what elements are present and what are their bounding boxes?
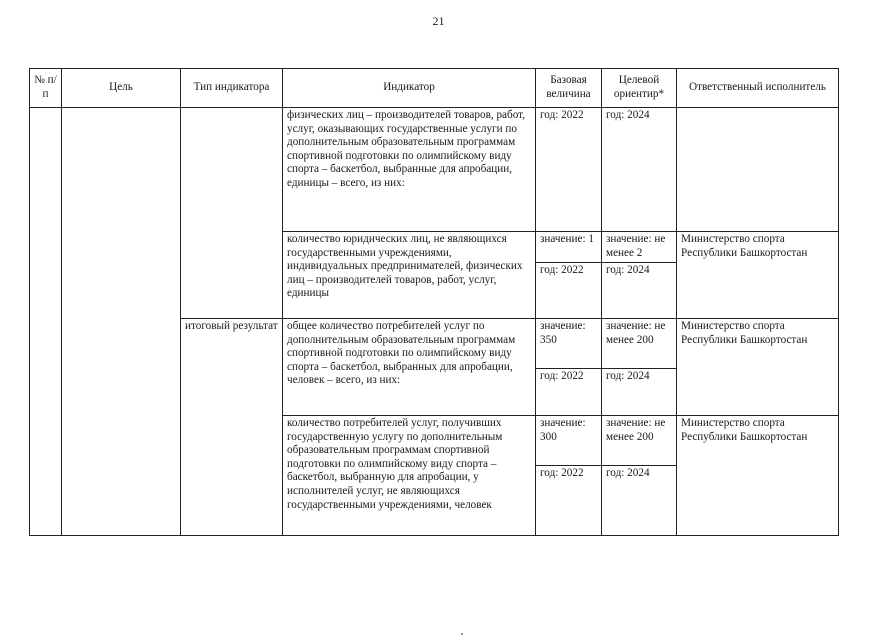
header-base: Базовая величина	[536, 69, 602, 108]
target-year-cell: год: 2024	[602, 263, 677, 319]
header-indicator: Индикатор	[283, 69, 536, 108]
target-value-cell: значение: не менее 200	[602, 416, 677, 466]
base-value-cell: значение: 350	[536, 319, 602, 369]
header-type: Тип индикатора	[181, 69, 283, 108]
indicators-table	[29, 68, 839, 536]
page-number: 21	[432, 14, 445, 28]
header-goal: Цель	[62, 69, 181, 108]
responsible-cell	[677, 108, 839, 232]
base-year-cell: год: 2022	[536, 108, 602, 232]
goal-cell	[62, 108, 181, 536]
base-year-cell: год: 2022	[536, 263, 602, 319]
base-value-cell: значение: 300	[536, 416, 602, 466]
base-year-cell: год: 2022	[536, 369, 602, 416]
type-cell	[181, 108, 283, 319]
header-responsible: Ответственный исполнитель	[677, 69, 839, 108]
target-year-cell: год: 2024	[602, 108, 677, 232]
indicator-cell: общее количество потребителей услуг по дополнительным образовательным программам спортивной подготовки по олимпийскому виду спорта – баскетбол, выбранных для апробации, человек – всего, из них:	[283, 319, 536, 416]
responsible-cell: Министерство спорта Республики Башкортостан	[677, 319, 839, 416]
indicator-cell: количество юридических лиц, не являющихся государственными учреждениями, индивидуальных предпринимателей, физических лиц – производителей товаров, работ, услуг, единицы	[283, 232, 536, 319]
header-target: Целевой ориентир*	[602, 69, 677, 108]
responsible-cell: Министерство спорта Республики Башкортостан	[677, 232, 839, 319]
responsible-cell: Министерство спорта Республики Башкортостан	[677, 416, 839, 536]
indicator-cell: количество потребителей услуг, получивших государственную услугу по дополнительным образовательным программам спортивной подготовки по олимпийскому виду спорта – баскетбол, выбранную для апробации, у исполнителей услуг, не являющихся государственными учреждениями, человек	[283, 416, 536, 536]
target-value-cell: значение: не менее 200	[602, 319, 677, 369]
header-row	[30, 69, 839, 108]
base-value-cell: значение: 1	[536, 232, 602, 263]
num-cell	[30, 108, 62, 536]
scan-speck	[461, 633, 463, 635]
target-year-cell: год: 2024	[602, 369, 677, 416]
type-cell: итоговый результат	[181, 319, 283, 536]
target-year-cell: год: 2024	[602, 466, 677, 536]
target-value-cell: значение: не менее 2	[602, 232, 677, 263]
base-year-cell: год: 2022	[536, 466, 602, 536]
indicator-cell: физических лиц – производителей товаров, работ, услуг, оказывающих государственные услуги по дополнительным образовательным программам спортивной подготовки по олимпийскому виду спорта – баскетбол, выбранные для апробации, единицы – всего, из них:	[283, 108, 536, 232]
header-num: № п/п	[30, 69, 62, 108]
table-row	[30, 108, 839, 232]
